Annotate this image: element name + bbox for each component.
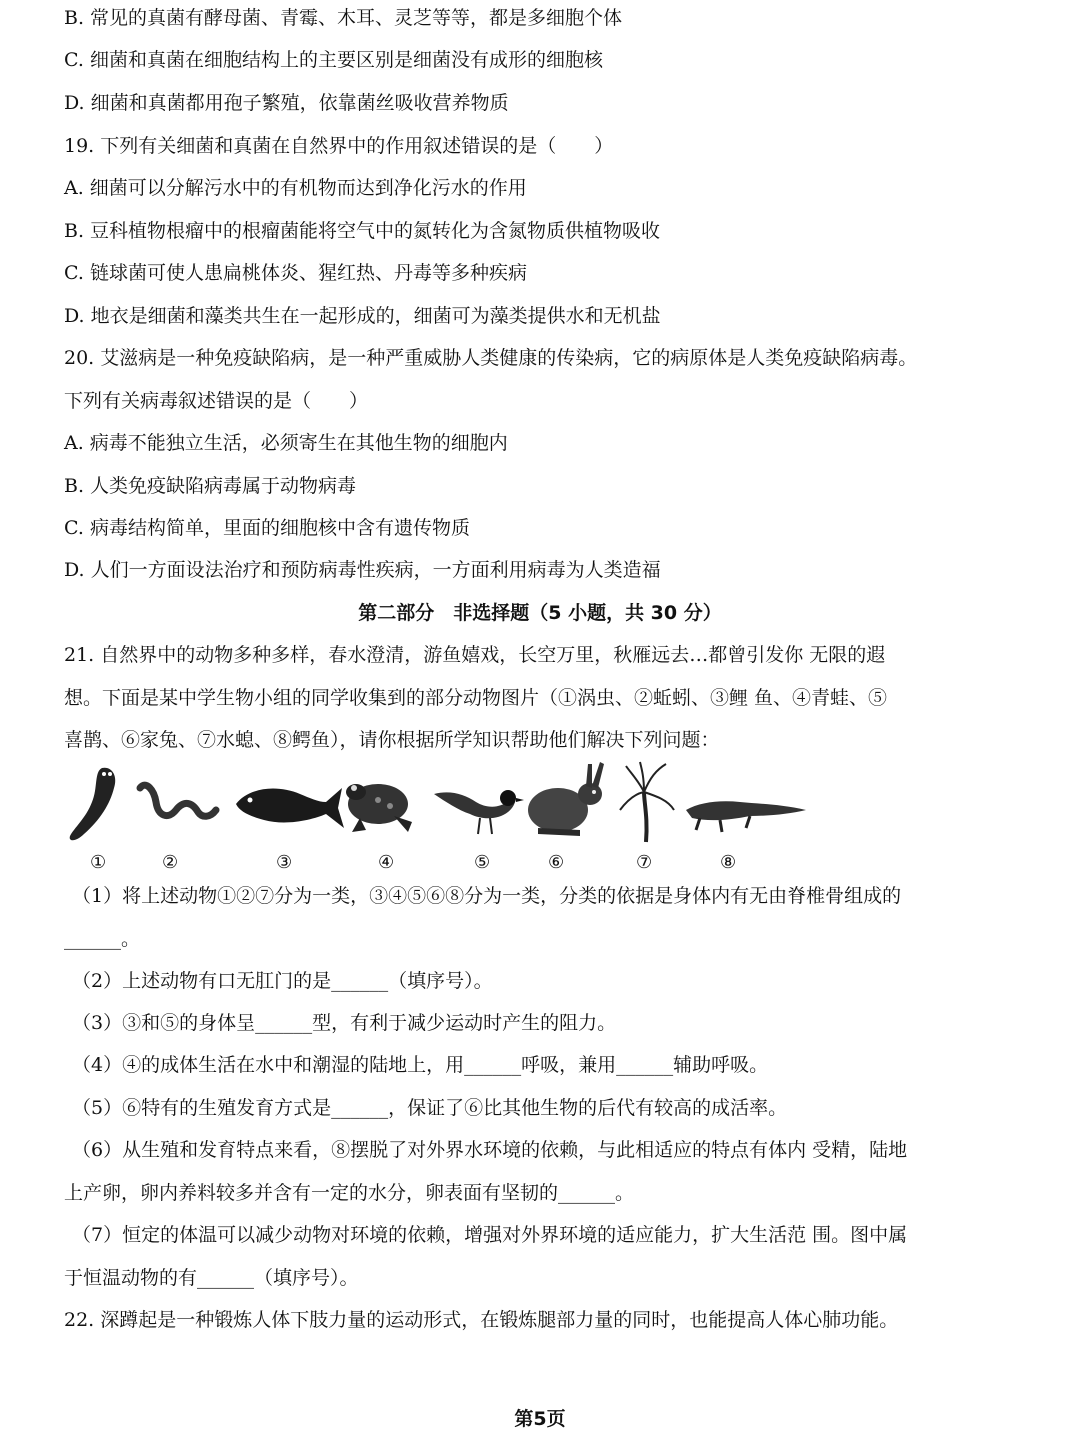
option-b-q20: B. 人类免疫缺陷病毒属于动物病毒 bbox=[64, 475, 357, 497]
crocodile-illustration bbox=[686, 801, 806, 832]
option-b-q19: B. 豆科植物根瘤中的根瘤菌能将空气中的氮转化为含氮物质供植物吸收 bbox=[64, 220, 661, 242]
option-a-q20: A. 病毒不能独立生活，必须寄生在其他生物的细胞内 bbox=[64, 432, 508, 454]
option-a-q19: A. 细菌可以分解污水中的有机物而达到净化污水的作用 bbox=[64, 177, 527, 199]
question-19: 19. 下列有关细菌和真菌在自然界中的作用叙述错误的是（ ） bbox=[64, 135, 614, 157]
question-21-line3: 喜鹊、⑥家兔、⑦水螅、⑧鳄鱼），请你根据所学知识帮助他们解决下列问题： bbox=[64, 729, 720, 751]
animal-label-2: ② bbox=[162, 852, 179, 873]
section-title: 第二部分 非选择题（5 小题，共 30 分） bbox=[358, 602, 722, 624]
flatworm-illustration bbox=[70, 768, 116, 841]
animals-figure bbox=[60, 758, 820, 850]
sub-question-7: （7）恒定的体温可以减少动物对环境的依赖，增强对外界环境的适应能力，扩大生活范 围。图中属 bbox=[72, 1224, 908, 1246]
option-c-q19: C. 链球菌可使人患扁桃体炎、猩红热、丹毒等多种疾病 bbox=[64, 262, 527, 284]
animal-label-4: ④ bbox=[378, 852, 395, 873]
sub-question-5: （5）⑥特有的生殖发育方式是______，保证了⑥比其他生物的后代有较高的成活率。 bbox=[72, 1097, 788, 1119]
animal-label-7: ⑦ bbox=[636, 852, 653, 873]
hydra-illustration bbox=[620, 762, 674, 842]
rabbit-illustration bbox=[528, 762, 604, 836]
sub-question-7-cont: 于恒温动物的有______（填序号）。 bbox=[64, 1267, 359, 1289]
animal-label-1: ① bbox=[90, 852, 107, 873]
sub-question-3: （3）③和⑤的身体呈______型，有利于减少运动时产生的阻力。 bbox=[72, 1012, 617, 1034]
option-c-q18: C. 细菌和真菌在细胞结构上的主要区别是细菌没有成形的细胞核 bbox=[64, 49, 603, 71]
option-d-q18: D. 细菌和真菌都用孢子繁殖，依靠菌丝吸收营养物质 bbox=[64, 92, 509, 114]
sub-question-1-blank: ______。 bbox=[64, 928, 141, 950]
page-number: 第5页 bbox=[514, 1408, 566, 1430]
question-20-cont: 下列有关病毒叙述错误的是（ ） bbox=[64, 390, 369, 412]
option-d-q20: D. 人们一方面设法治疗和预防病毒性疾病，一方面利用病毒为人类造福 bbox=[64, 559, 661, 581]
sub-question-1: （1）将上述动物①②⑦分为一类，③④⑤⑥⑧分为一类，分类的依据是身体内有无由脊椎骨组成的 bbox=[72, 885, 902, 907]
sub-question-6: （6）从生殖和发育特点来看，⑧摆脱了对外界水环境的依赖，与此相适应的特点有体内 受精，陆地 bbox=[72, 1139, 908, 1161]
magpie-illustration bbox=[434, 790, 524, 834]
animal-label-5: ⑤ bbox=[474, 852, 491, 873]
option-b-q18: B. 常见的真菌有酵母菌、青霉、木耳、灵芝等等，都是多细胞个体 bbox=[64, 7, 623, 29]
sub-question-4: （4）④的成体生活在水中和潮湿的陆地上，用______呼吸，兼用______辅助呼吸。 bbox=[72, 1054, 769, 1076]
question-21-line2: 想。下面是某中学生物小组的同学收集到的部分动物图片（①涡虫、②蚯蚓、③鲤 鱼、④青蛙、⑤ bbox=[64, 687, 888, 709]
animal-label-8: ⑧ bbox=[720, 852, 737, 873]
sub-question-6-cont: 上产卵，卵内养料较多并含有一定的水分，卵表面有坚韧的______。 bbox=[64, 1182, 635, 1204]
carp-illustration bbox=[236, 788, 344, 828]
sub-question-2: （2）上述动物有口无肛门的是______（填序号）。 bbox=[72, 970, 493, 992]
earthworm-illustration bbox=[140, 785, 216, 816]
question-22: 22. 深蹲起是一种锻炼人体下肢力量的运动形式，在锻炼腿部力量的同时，也能提高人体心肺功能。 bbox=[64, 1309, 899, 1331]
question-21-line1: 21. 自然界中的动物多种多样，春水澄清，游鱼嬉戏，长空万里，秋雁远去…都曾引发你 无限的遐 bbox=[64, 644, 886, 666]
animal-label-3: ③ bbox=[276, 852, 293, 873]
question-20: 20. 艾滋病是一种免疫缺陷病，是一种严重威胁人类健康的传染病，它的病原体是人类免疫缺陷病毒。 bbox=[64, 347, 918, 369]
frog-illustration bbox=[346, 784, 412, 832]
option-c-q20: C. 病毒结构简单，里面的细胞核中含有遗传物质 bbox=[64, 517, 470, 539]
animal-label-6: ⑥ bbox=[548, 852, 565, 873]
option-d-q19: D. 地衣是细菌和藻类共生在一起形成的，细菌可为藻类提供水和无机盐 bbox=[64, 305, 661, 327]
